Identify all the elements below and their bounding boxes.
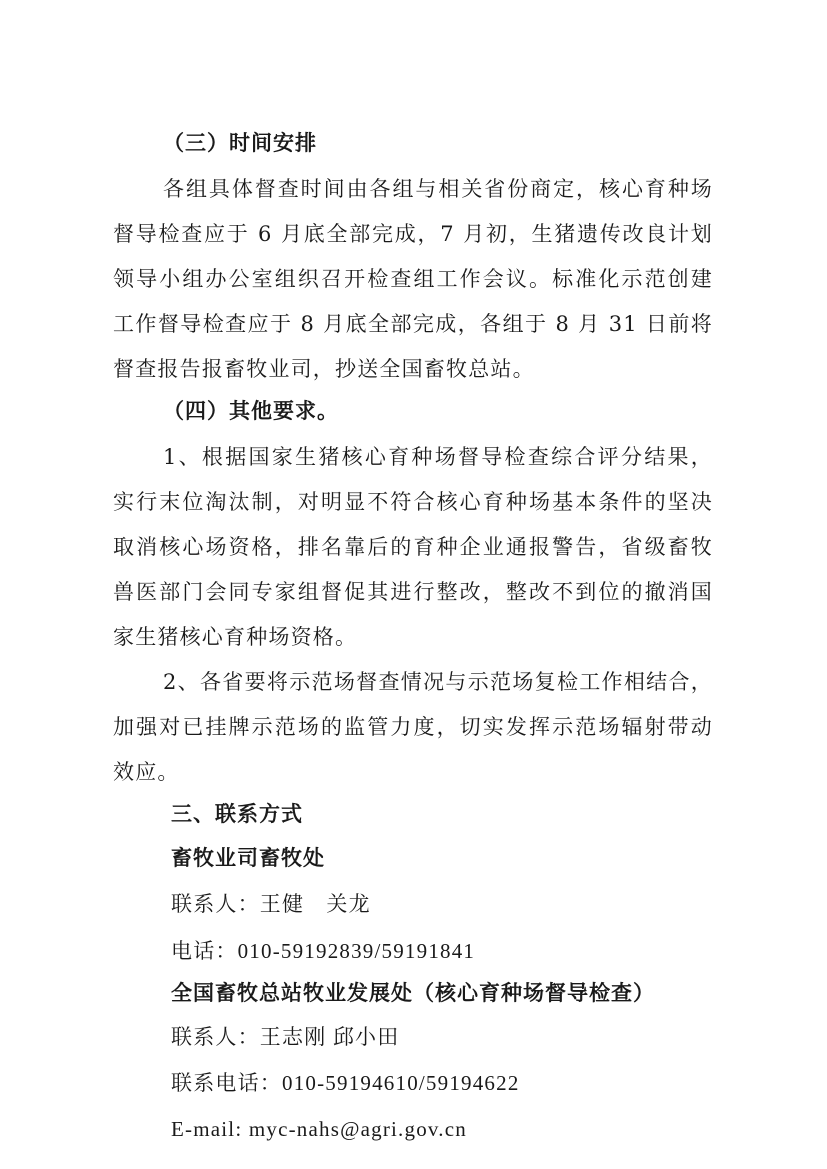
paragraph-line: 实行末位淘汰制，对明显不符合核心育种场基本条件的坚决 — [113, 490, 713, 514]
contact-phone: 电话：010-59192839/59191841 — [171, 939, 476, 963]
paragraph-line: 工作督导检查应于 8 月底全部完成，各组于 8 月 31 日前将 — [113, 312, 713, 336]
section-heading-contacts: 三、联系方式 — [171, 802, 303, 826]
contact-person: 联系人：王志刚 邱小田 — [171, 1025, 400, 1049]
contact-dept-name: 全国畜牧总站牧业发展处（核心育种场督导检查） — [171, 981, 655, 1005]
paragraph-line: 1、根据国家生猪核心育种场督导检查综合评分结果， — [163, 445, 713, 469]
paragraph-line: 加强对已挂牌示范场的监管力度，切实发挥示范场辐射带动 — [113, 715, 713, 739]
paragraph-line: 兽医部门会同专家组督促其进行整改，整改不到位的撤消国 — [113, 580, 713, 604]
paragraph-line: 各组具体督查时间由各组与相关省份商定，核心育种场 — [163, 177, 713, 201]
paragraph-line: 领导小组办公室组织召开检查组工作会议。标准化示范创建 — [113, 267, 713, 291]
paragraph-line: 取消核心场资格，排名靠后的育种企业通报警告，省级畜牧 — [113, 535, 713, 559]
paragraph-line: 效应。 — [113, 760, 180, 784]
contact-dept-name: 畜牧业司畜牧处 — [171, 846, 325, 870]
contact-person: 联系人：王健 关龙 — [171, 892, 371, 916]
section-heading-other: （四）其他要求。 — [163, 399, 339, 423]
section-heading-time: （三）时间安排 — [163, 131, 317, 155]
paragraph-line: 2、各省要将示范场督查情况与示范场复检工作相结合， — [163, 670, 713, 694]
paragraph-line: 家生猪核心育种场资格。 — [113, 625, 358, 649]
paragraph-line: 督导检查应于 6 月底全部完成，7 月初，生猪遗传改良计划 — [113, 222, 713, 246]
contact-email[interactable]: E-mail: myc-nahs@agri.gov.cn — [171, 1117, 467, 1141]
paragraph-line: 督查报告报畜牧业司，抄送全国畜牧总站。 — [113, 357, 535, 381]
contact-phone: 联系电话：010-59194610/59194622 — [171, 1071, 520, 1095]
